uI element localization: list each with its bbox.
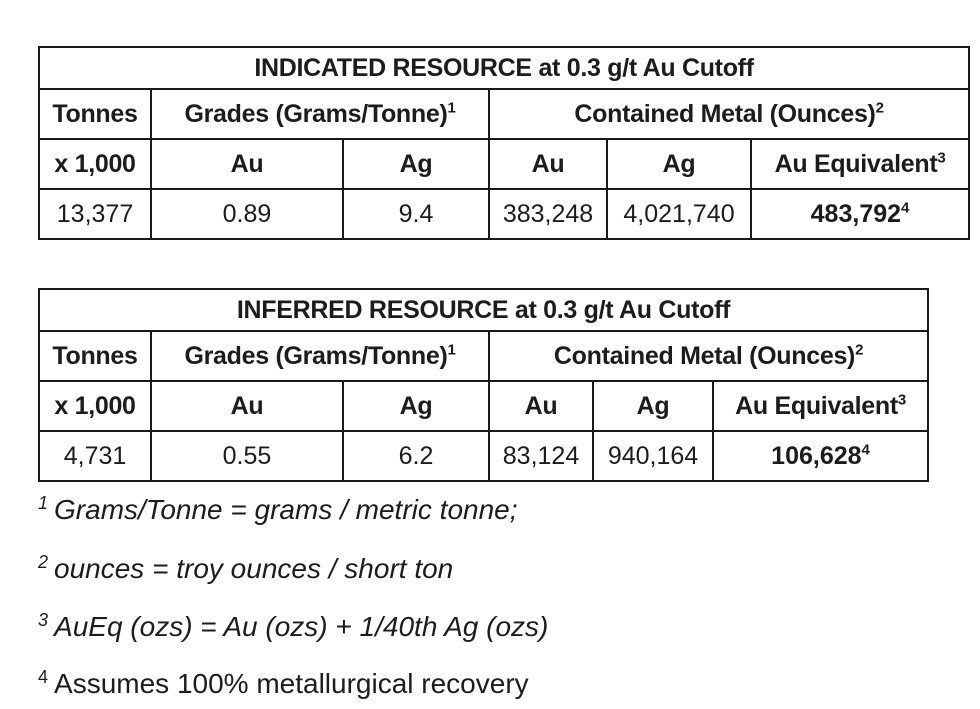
footnote-1 (38, 494, 518, 526)
footnote-text: ounces = troy ounces / short ton (54, 553, 454, 584)
au-ounces-header: Au (489, 381, 593, 431)
tonnes-header: Tonnes (39, 89, 151, 139)
footnote-mark: 4 (38, 666, 49, 687)
au-grade-value: 0.55 (151, 431, 343, 481)
au-equivalent-value: 106,628$^4$ (713, 431, 928, 481)
au-grade-value: 0.89 (151, 189, 343, 239)
au-ounces-header: Au (489, 139, 607, 189)
grades-header: Grades (Grams/Tonne)$^1$ (151, 89, 489, 139)
table-title: INDICATED RESOURCE at 0.3 g/t Au Cutoff (39, 47, 969, 89)
footnote-mark: 3 (38, 609, 49, 630)
tonnes-unit-header: x 1,000 (39, 381, 151, 431)
tonnes-value: 4,731 (39, 431, 151, 481)
ag-grade-value: 9.4 (343, 189, 489, 239)
footnote-3 (38, 611, 548, 643)
ag-ounces-header: Ag (607, 139, 751, 189)
table-title: INFERRED RESOURCE at 0.3 g/t Au Cutoff (39, 289, 928, 331)
inferred-resource-table (38, 288, 929, 482)
au-equivalent-value: 483,792$^4$ (751, 189, 969, 239)
footnote-text: AuEq (ozs) = Au (ozs) + 1/40th Ag (ozs) (54, 611, 549, 642)
au-grade-header: Au (151, 139, 343, 189)
au-grade-header: Au (151, 381, 343, 431)
table-row (39, 431, 928, 481)
au-equivalent-header: Au Equivalent$^3$ (713, 381, 928, 431)
ag-ounces-value: 4,021,740 (607, 189, 751, 239)
indicated-resource-table (38, 46, 970, 240)
footnote-mark: 2 (38, 551, 49, 572)
tonnes-value: 13,377 (39, 189, 151, 239)
tonnes-unit-header: x 1,000 (39, 139, 151, 189)
grades-header: Grades (Grams/Tonne)$^1$ (151, 331, 489, 381)
ag-grade-value: 6.2 (343, 431, 489, 481)
ag-ounces-header: Ag (593, 381, 713, 431)
ag-grade-header: Ag (343, 381, 489, 431)
contained-metal-header: Contained Metal (Ounces)$^2$ (489, 89, 969, 139)
footnote-text: Grams/Tonne = grams / metric tonne; (54, 494, 518, 525)
au-ounces-value: 383,248 (489, 189, 607, 239)
footnote-2 (38, 553, 453, 585)
footnote-text: Assumes 100% metallurgical recovery (54, 668, 529, 699)
ag-ounces-value: 940,164 (593, 431, 713, 481)
au-equivalent-header: Au Equivalent$^3$ (751, 139, 969, 189)
table-row (39, 189, 969, 239)
tonnes-header: Tonnes (39, 331, 151, 381)
footnote-mark: 1 (38, 492, 49, 513)
contained-metal-header: Contained Metal (Ounces)$^2$ (489, 331, 928, 381)
au-ounces-value: 83,124 (489, 431, 593, 481)
ag-grade-header: Ag (343, 139, 489, 189)
footnote-4 (38, 668, 529, 700)
